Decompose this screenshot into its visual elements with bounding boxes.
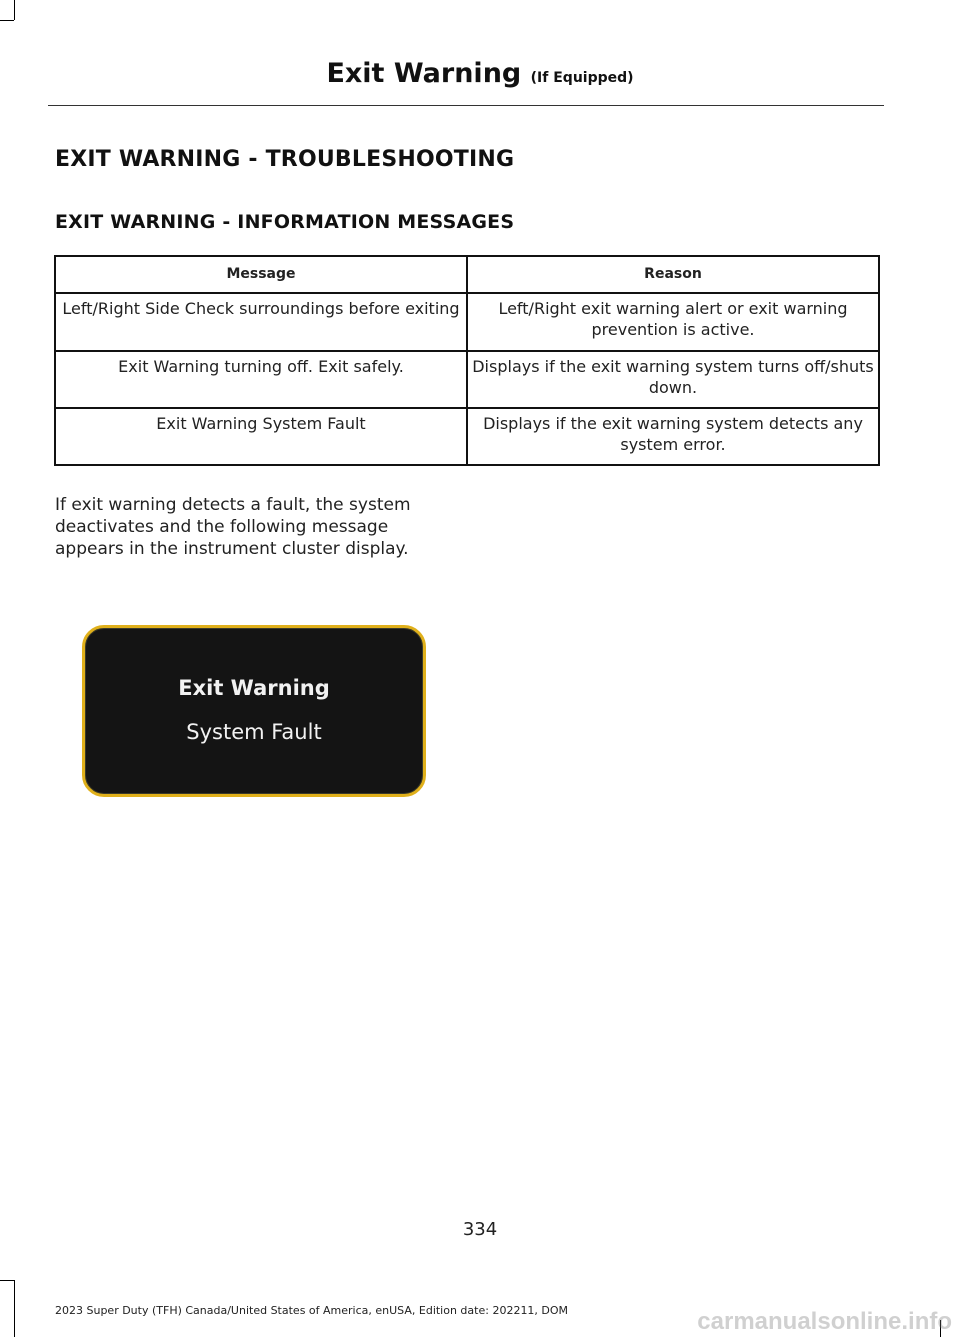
instrument-cluster-display — [82, 625, 426, 797]
reason-cell: Left/Right exit warning alert or exit warning prevention is active. — [467, 293, 879, 351]
cluster-message-line2: System Fault — [186, 720, 322, 744]
subsection-title: EXIT WARNING - INFORMATION MESSAGES — [55, 211, 515, 233]
page-number: 334 — [462, 1219, 498, 1240]
body-paragraph: If exit warning detects a fault, the system deactivates and the following message appears in the instrument cluster display. — [55, 495, 411, 559]
table-row — [55, 293, 879, 351]
message-cell: Exit Warning System Fault — [55, 408, 467, 465]
table-header-row — [55, 256, 879, 293]
reason-cell: Displays if the exit warning system detects any system error. — [467, 408, 879, 465]
table-row — [55, 351, 879, 408]
column-header-reason: Reason — [467, 256, 879, 293]
column-header-message: Message — [55, 256, 467, 293]
watermark-text: carmanualsonline.info — [697, 1308, 952, 1335]
messages-table — [54, 255, 880, 466]
header-title: Exit Warning — [326, 58, 522, 89]
cluster-message-line1: Exit Warning — [178, 676, 330, 700]
footer-edition-info: 2023 Super Duty (TFH) Canada/United States of America, enUSA, Edition date: 202211, DOM — [55, 1304, 569, 1317]
header-qualifier: (If Equipped) — [530, 70, 634, 86]
crop-mark — [14, 0, 15, 20]
header-rule — [48, 105, 884, 106]
crop-mark — [14, 1280, 15, 1337]
crop-mark — [0, 1280, 14, 1281]
reason-cell: Displays if the exit warning system turns off/shuts down. — [467, 351, 879, 408]
section-title: EXIT WARNING - TROUBLESHOOTING — [55, 147, 515, 172]
message-cell: Left/Right Side Check surroundings before exiting — [55, 293, 467, 351]
crop-mark — [0, 20, 14, 21]
table-row — [55, 408, 879, 465]
page-header — [0, 58, 960, 89]
message-cell: Exit Warning turning off. Exit safely. — [55, 351, 467, 408]
